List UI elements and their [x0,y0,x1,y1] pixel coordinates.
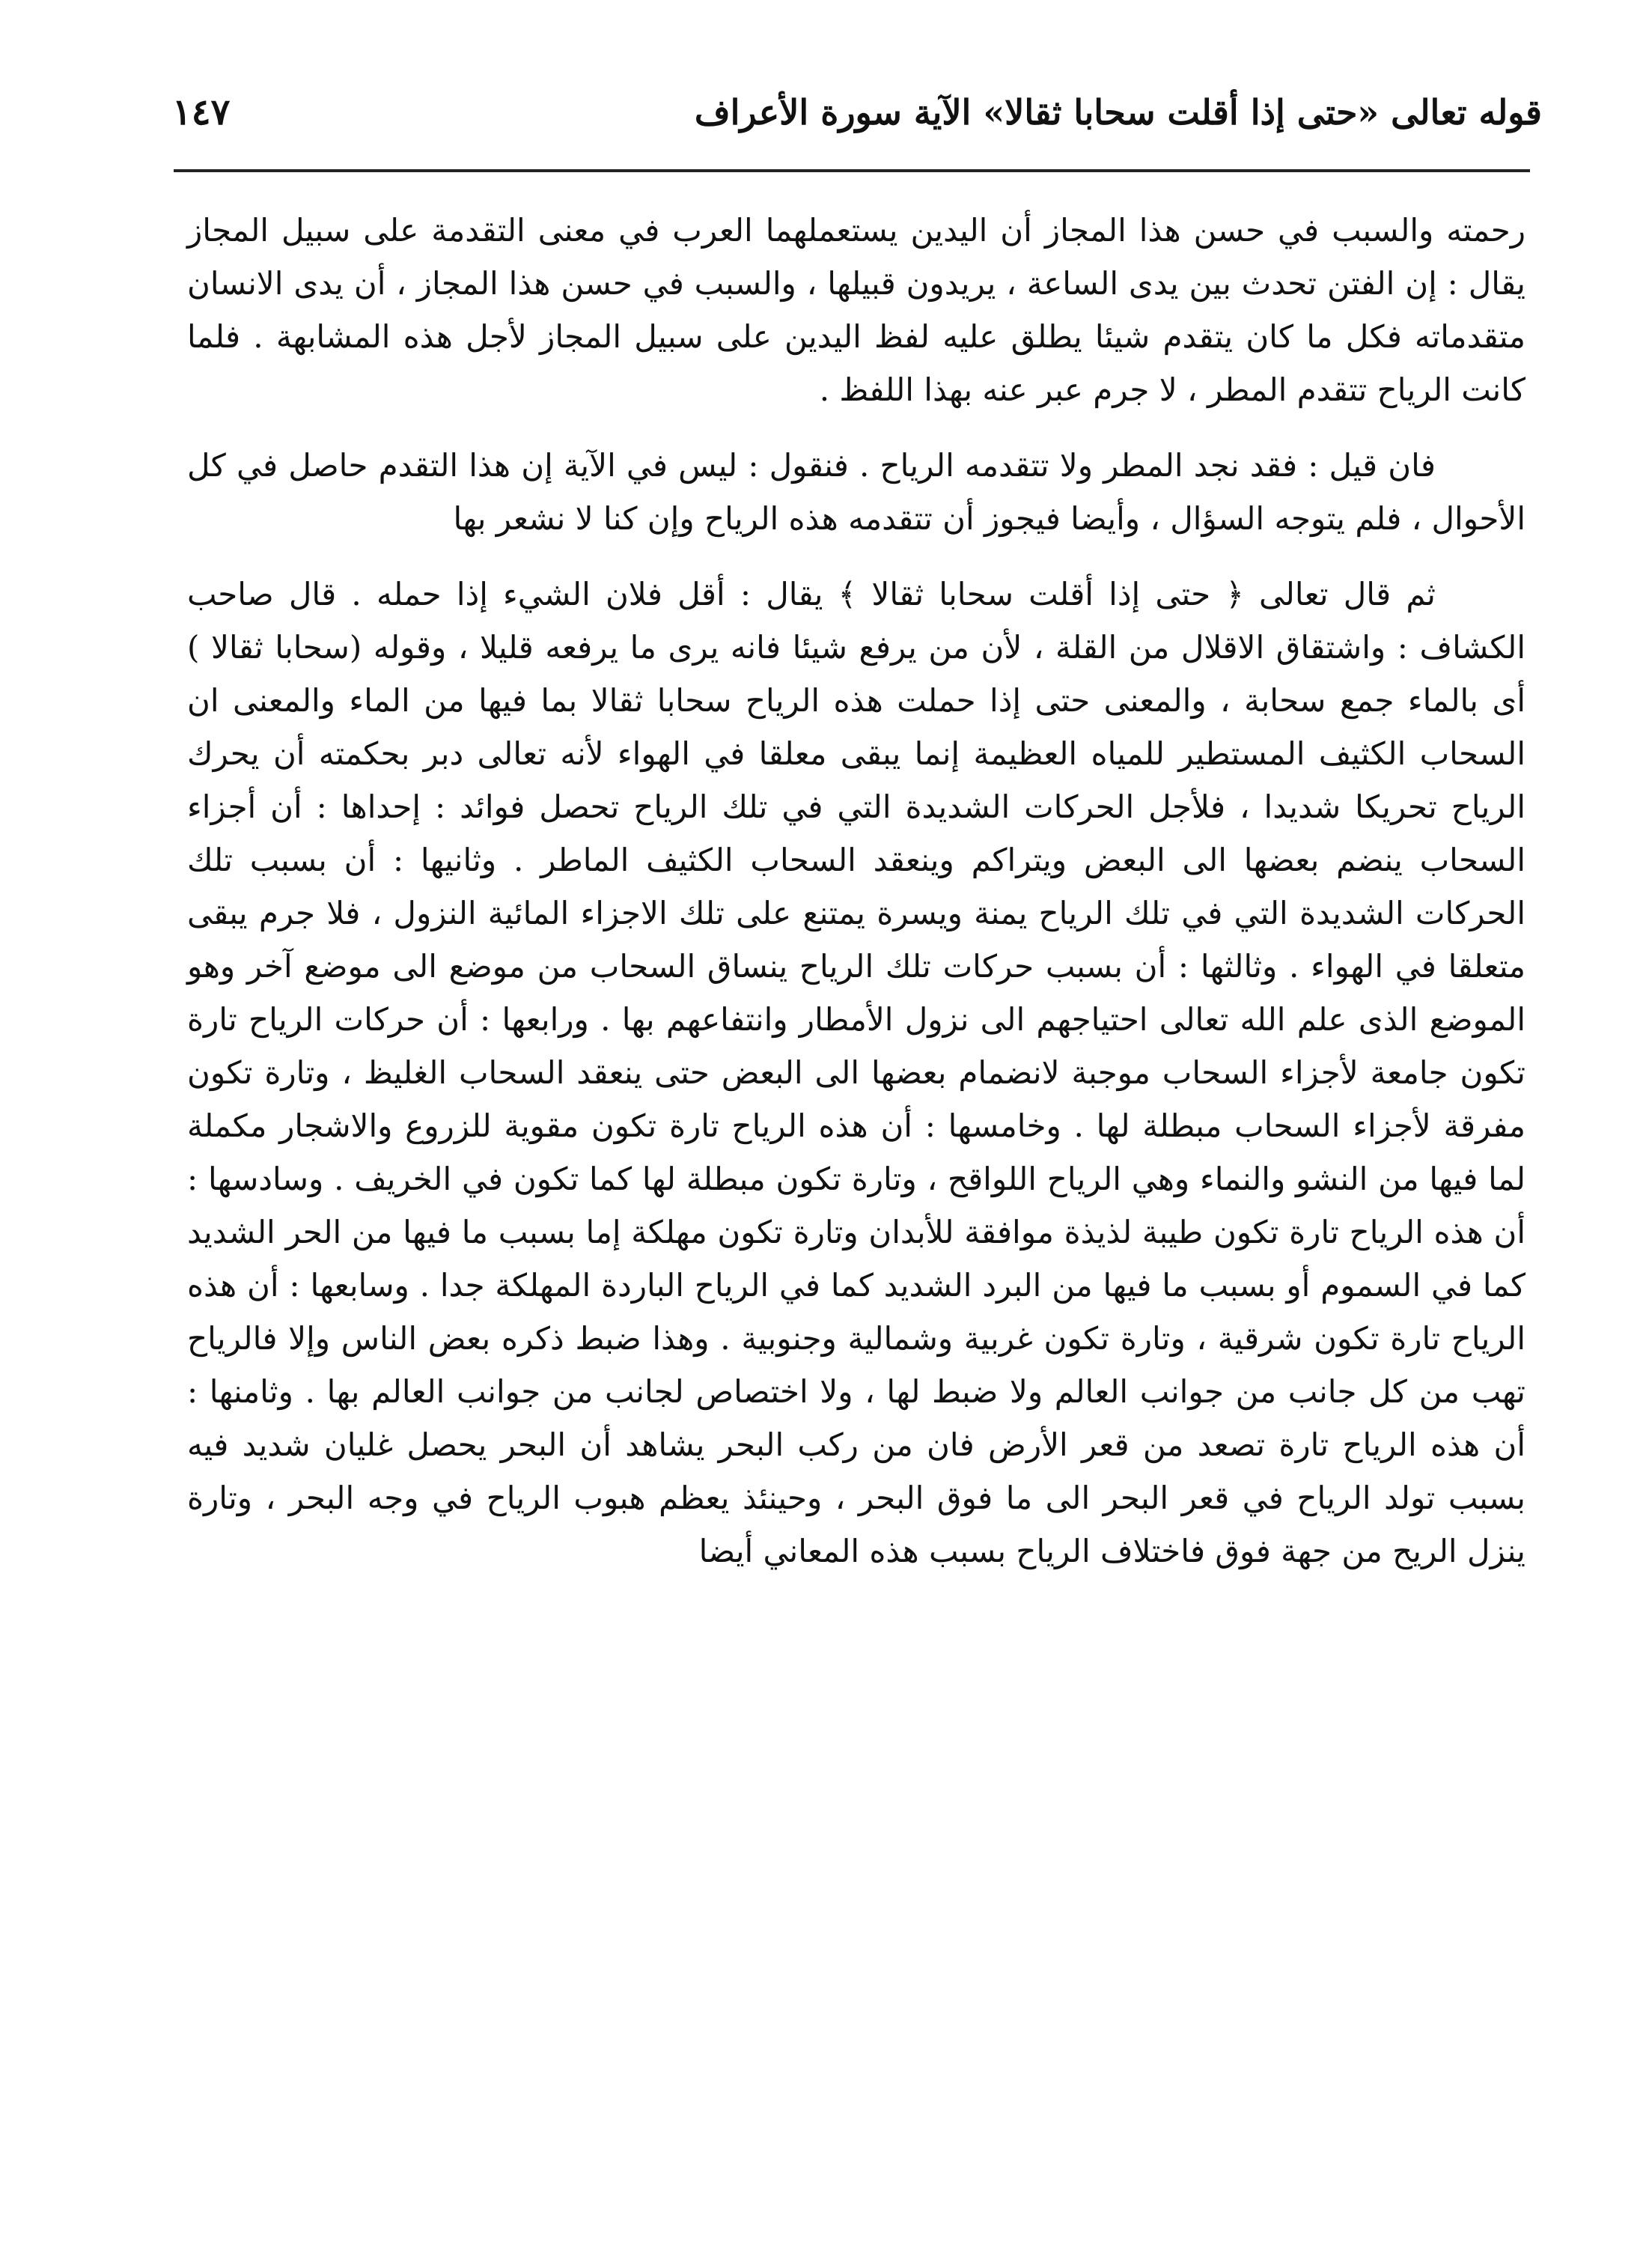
running-header [172,71,1542,153]
header-rule [174,169,1530,172]
body-text [187,204,1525,1600]
paragraph-1: رحمته والسبب في حسن هذا المجاز أن اليدين يستعملهما العرب في معنى التقدمة على سبيل المجاز يقال : إن الفتن تحدث بين يدى الساعة ، يريدون قبيلها ، والسبب في حسن هذا المجاز ، أن يدى الانسان متقدماته فكل ما كان يتقدم شيئا يطلق عليه لفظ اليدين على سبيل المجاز لأجل هذه المشابهة . فلما كانت الرياح تتقدم المطر ، لا جرم عبر عنه بهذا اللفظ . [187,212,1525,408]
header-title: قوله تعالى «حتى إذا أقلت سحابا ثقالا» الآية سورة الأعراف [694,92,1542,133]
paragraph-2: فان قيل : فقد نجد المطر ولا تتقدمه الرياح . فنقول : ليس في الآية إن هذا التقدم حاصل في كل الأحوال ، فلم يتوجه السؤال ، وأيضا فيجوز أن تتقدمه هذه الرياح وإن كنا لا نشعر بها [187,447,1525,537]
page-number: ١٤٧ [172,91,231,133]
paragraph-3: ثم قال تعالى ﴿ حتى إذا أقلت سحابا ثقالا ﴾ يقال : أقل فلان الشيء إذا حمله . قال صاحب الكشاف : واشتقاق الاقلال من القلة ، لأن من يرفع شيئا فانه يرى ما يرفعه قليلا ، وقوله (سحابا ثقالا ) أى بالماء جمع سحابة ، والمعنى حتى إذا حملت هذه الرياح سحابا ثقالا بما فيها من الماء والمعنى ان السحاب الكثيف المستطير للمياه العظيمة إنما يبقى معلقا في الهواء لأنه تعالى دبر بحكمته أن يحرك الرياح تحريكا شديدا ، فلأجل الحركات الشديدة التي في تلك الرياح تحصل فوائد : إحداها : أن أجزاء السحاب ينضم بعضها الى البعض ويتراكم وينعقد السحاب الكثيف الماطر . وثانيها : أن بسبب تلك الحركات الشديدة التي في تلك الرياح يمنة ويسرة يمتنع على تلك الاجزاء المائية النزول ، فلا جرم يبقى متعلقا في الهواء . وثالثها : أن بسبب حركات تلك الرياح ينساق السحاب من موضع الى موضع آخر وهو الموضع الذى علم الله تعالى احتياجهم الى نزول الأمطار وانتفاعهم بها . ورابعها : أن حركات الرياح تارة تكون جامعة لأجزاء السحاب موجبة لانضمام بعضها الى البعض حتى ينعقد السحاب الغليظ ، وتارة تكون مفرقة لأجزاء السحاب مبطلة لها . وخامسها : أن هذه الرياح تارة تكون مقوية للزروع والاشجار مكملة لما فيها من النشو والنماء وهي الرياح اللواقح ، وتارة تكون مبطلة لها كما تكون في الخريف . وسادسها : أن هذه الرياح تارة تكون طيبة لذيذة موافقة للأبدان وتارة تكون مهلكة إما بسبب ما فيها من الحر الشديد كما في السموم أو بسبب ما فيها من البرد الشديد كما في الرياح الباردة المهلكة جدا . وسابعها : أن هذه الرياح تارة تكون شرقية ، وتارة تكون غربية وشمالية وجنوبية . وهذا ضبط ذكره بعض الناس وإلا فالرياح تهب من كل جانب من جوانب العالم ولا ضبط لها ، ولا اختصاص لجانب من جوانب العالم بها . وثامنها : أن هذه الرياح تارة تصعد من قعر الأرض فان من ركب البحر يشاهد أن البحر يحصل غليان شديد فيه بسبب تولد الرياح في قعر البحر الى ما فوق البحر ، وحينئذ يعظم هبوب الرياح في وجه البحر ، وتارة ينزل الريح من جهة فوق فاختلاف الرياح بسبب هذه المعاني أيضا [187,576,1526,1569]
